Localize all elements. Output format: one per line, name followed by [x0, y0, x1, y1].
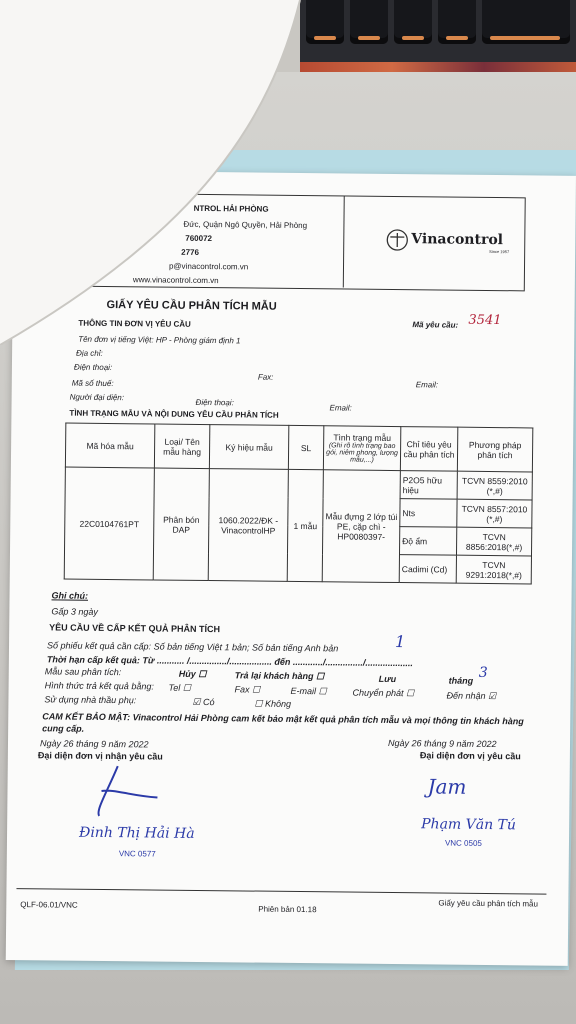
form-title: GIẤY YÊU CẦU PHÂN TÍCH MẪU	[106, 298, 277, 313]
delivery-label: Hình thức trả kết quả bằng:	[44, 680, 154, 692]
right-role: Đại diện đơn vị yêu cầu	[419, 750, 521, 762]
left-role: Đại diện đơn vị nhận yêu cầu	[37, 750, 163, 762]
delivery-tel: Tel ☐	[168, 682, 191, 693]
th-qty: SL	[288, 425, 323, 469]
curled-page	[0, 0, 330, 345]
fax-label: Fax:	[257, 372, 274, 382]
delivery-pickup: Đến nhận ☑	[446, 690, 497, 702]
footer-doc-name: Giấy yêu cầu phân tích mẫu	[438, 898, 539, 909]
cell-condition: Mẫu đựng 2 lớp túi PE, cặp chì -HP0080397-	[322, 470, 400, 583]
footer-rule	[16, 888, 546, 895]
scale-icon	[385, 228, 409, 252]
request-no-value: 3541	[468, 312, 502, 329]
th-mark: Ký hiệu mẫu	[209, 425, 288, 470]
subcontract-no: ☐ Không	[254, 698, 292, 709]
after-opt-destroy: Hủy ☐	[178, 668, 207, 680]
cell-qty: 1 mẫu	[287, 469, 323, 581]
subcontract-yes: ☑ Có	[192, 696, 215, 708]
company-phone: 760072	[185, 233, 213, 244]
th-method: Phương pháp phân tích	[457, 427, 532, 472]
confidential-note: CAM KẾT BẢO MẬT: Vinacontrol Hải Phòng cam kết bảo mật kết quả phân tích mẫu và mọi thông tin khách hàng cung cấp.	[42, 711, 524, 734]
cell-type: Phân bón DAP	[153, 468, 209, 581]
logo-text: Vinacontrol	[411, 231, 504, 249]
left-signature-mark	[87, 761, 168, 822]
right-name: Phạm Văn Tú	[421, 816, 517, 834]
th-code: Mã hóa mẫu	[65, 423, 154, 468]
note-value: Gấp 3 ngày	[51, 606, 98, 617]
note-label: Ghi chú:	[51, 590, 89, 601]
delivery-fax: Fax ☐	[234, 684, 261, 695]
section-requester: THÔNG TIN ĐƠN VỊ YÊU CẦU	[78, 318, 191, 329]
section-sample: TÌNH TRẠNG MẪU VÀ NỘI DUNG YÊU CẦU PHÂN TÍCH	[69, 408, 279, 420]
cell-test: P2O5 hữu hiệu	[400, 471, 457, 500]
cell-test: Cadimi (Cd)	[399, 555, 456, 584]
company-fax: 2776	[181, 247, 199, 257]
delivery-email: E-mail ☐	[290, 685, 327, 697]
cell-code: 22C0104761PT	[64, 467, 154, 580]
email-label: Email:	[415, 380, 439, 390]
phone-label: Điện thoại:	[73, 362, 113, 373]
address-label: Địa chỉ:	[76, 348, 103, 358]
th-type: Loại/ Tên mẫu hàng	[154, 424, 209, 469]
cell-mark: 1060.2022/ĐK - VinacontrolHP	[208, 469, 288, 582]
unit-name: Tên đơn vị tiếng Việt: HP - Phòng giám định 1	[78, 334, 241, 346]
company-email: p@vinacontrol.com.vn	[168, 261, 249, 272]
right-date: Ngày 26 tháng 9 năm 2022	[387, 737, 497, 750]
copies-line: Số phiếu kết quả cần cấp: Số bản tiếng Việt 1 bản; Số bản tiếng Anh bản	[46, 640, 339, 654]
sample-table	[64, 423, 534, 585]
company-name: NTROL HẢI PHÒNG	[193, 203, 269, 214]
deadline-line: Thời hạn cấp kết quả: Từ ........... /.............../................. đến ............/.............../...................	[46, 654, 413, 669]
company-website: www.vinacontrol.com.vn	[132, 275, 219, 286]
th-test: Chỉ tiêu yêu cầu phân tích	[400, 427, 457, 472]
copies-hand: 1	[394, 632, 406, 652]
company-address: Đức, Quận Ngô Quyền, Hải Phòng	[183, 219, 308, 231]
keyboard-light	[300, 62, 576, 72]
cell-method: TCVN 8557:2010 (*,#)	[457, 499, 532, 528]
vinacontrol-logo	[385, 228, 510, 257]
logo-since: Since 1957	[489, 248, 510, 255]
cell-test: Nts	[400, 499, 457, 528]
request-no-label: Mã yêu cầu:	[412, 320, 459, 330]
left-code: VNC 0577	[118, 849, 156, 859]
th-condition-label: Tình trạng mẫu	[333, 432, 392, 443]
after-hand: 3	[478, 664, 488, 681]
after-opt-keep: Lưu	[378, 673, 397, 685]
after-label: Mẫu sau phân tích:	[44, 666, 122, 678]
left-name: Đinh Thị Hải Hà	[78, 824, 195, 842]
th-condition	[323, 426, 400, 471]
tax-label: Mã số thuế:	[71, 378, 114, 389]
footer-form-code: QLF-06.01/VNC	[20, 900, 78, 910]
cell-method: TCVN 9291:2018(*,#)	[456, 555, 531, 584]
rep-label: Người đại diện:	[69, 392, 125, 403]
right-code: VNC 0505	[444, 838, 482, 848]
after-opt-month: tháng	[448, 675, 474, 686]
footer-version: Phiên bản 01.18	[258, 904, 317, 915]
rep-email-label: Email:	[329, 403, 352, 413]
cell-method: TCVN 8559:2010 (*,#)	[457, 471, 532, 500]
th-condition-note: (Ghi rõ tình trạng bao gói, niêm phong, lượng mẫu,...)	[326, 442, 398, 464]
left-date: Ngày 26 tháng 9 năm 2022	[39, 738, 149, 750]
delivery-post: Chuyển phát ☐	[352, 687, 415, 699]
cell-method: TCVN 8856:2018(*,#)	[456, 527, 531, 556]
section-result: YÊU CẦU VỀ CẤP KẾT QUẢ PHÂN TÍCH	[49, 622, 221, 635]
cell-test: Độ ẩm	[399, 527, 456, 556]
right-signature: Jam	[427, 774, 467, 799]
subcontract-label: Sử dụng nhà thầu phụ:	[44, 694, 137, 706]
after-opt-return: Trả lại khách hàng ☐	[234, 670, 325, 682]
rep-phone-label: Điện thoại:	[195, 397, 234, 408]
